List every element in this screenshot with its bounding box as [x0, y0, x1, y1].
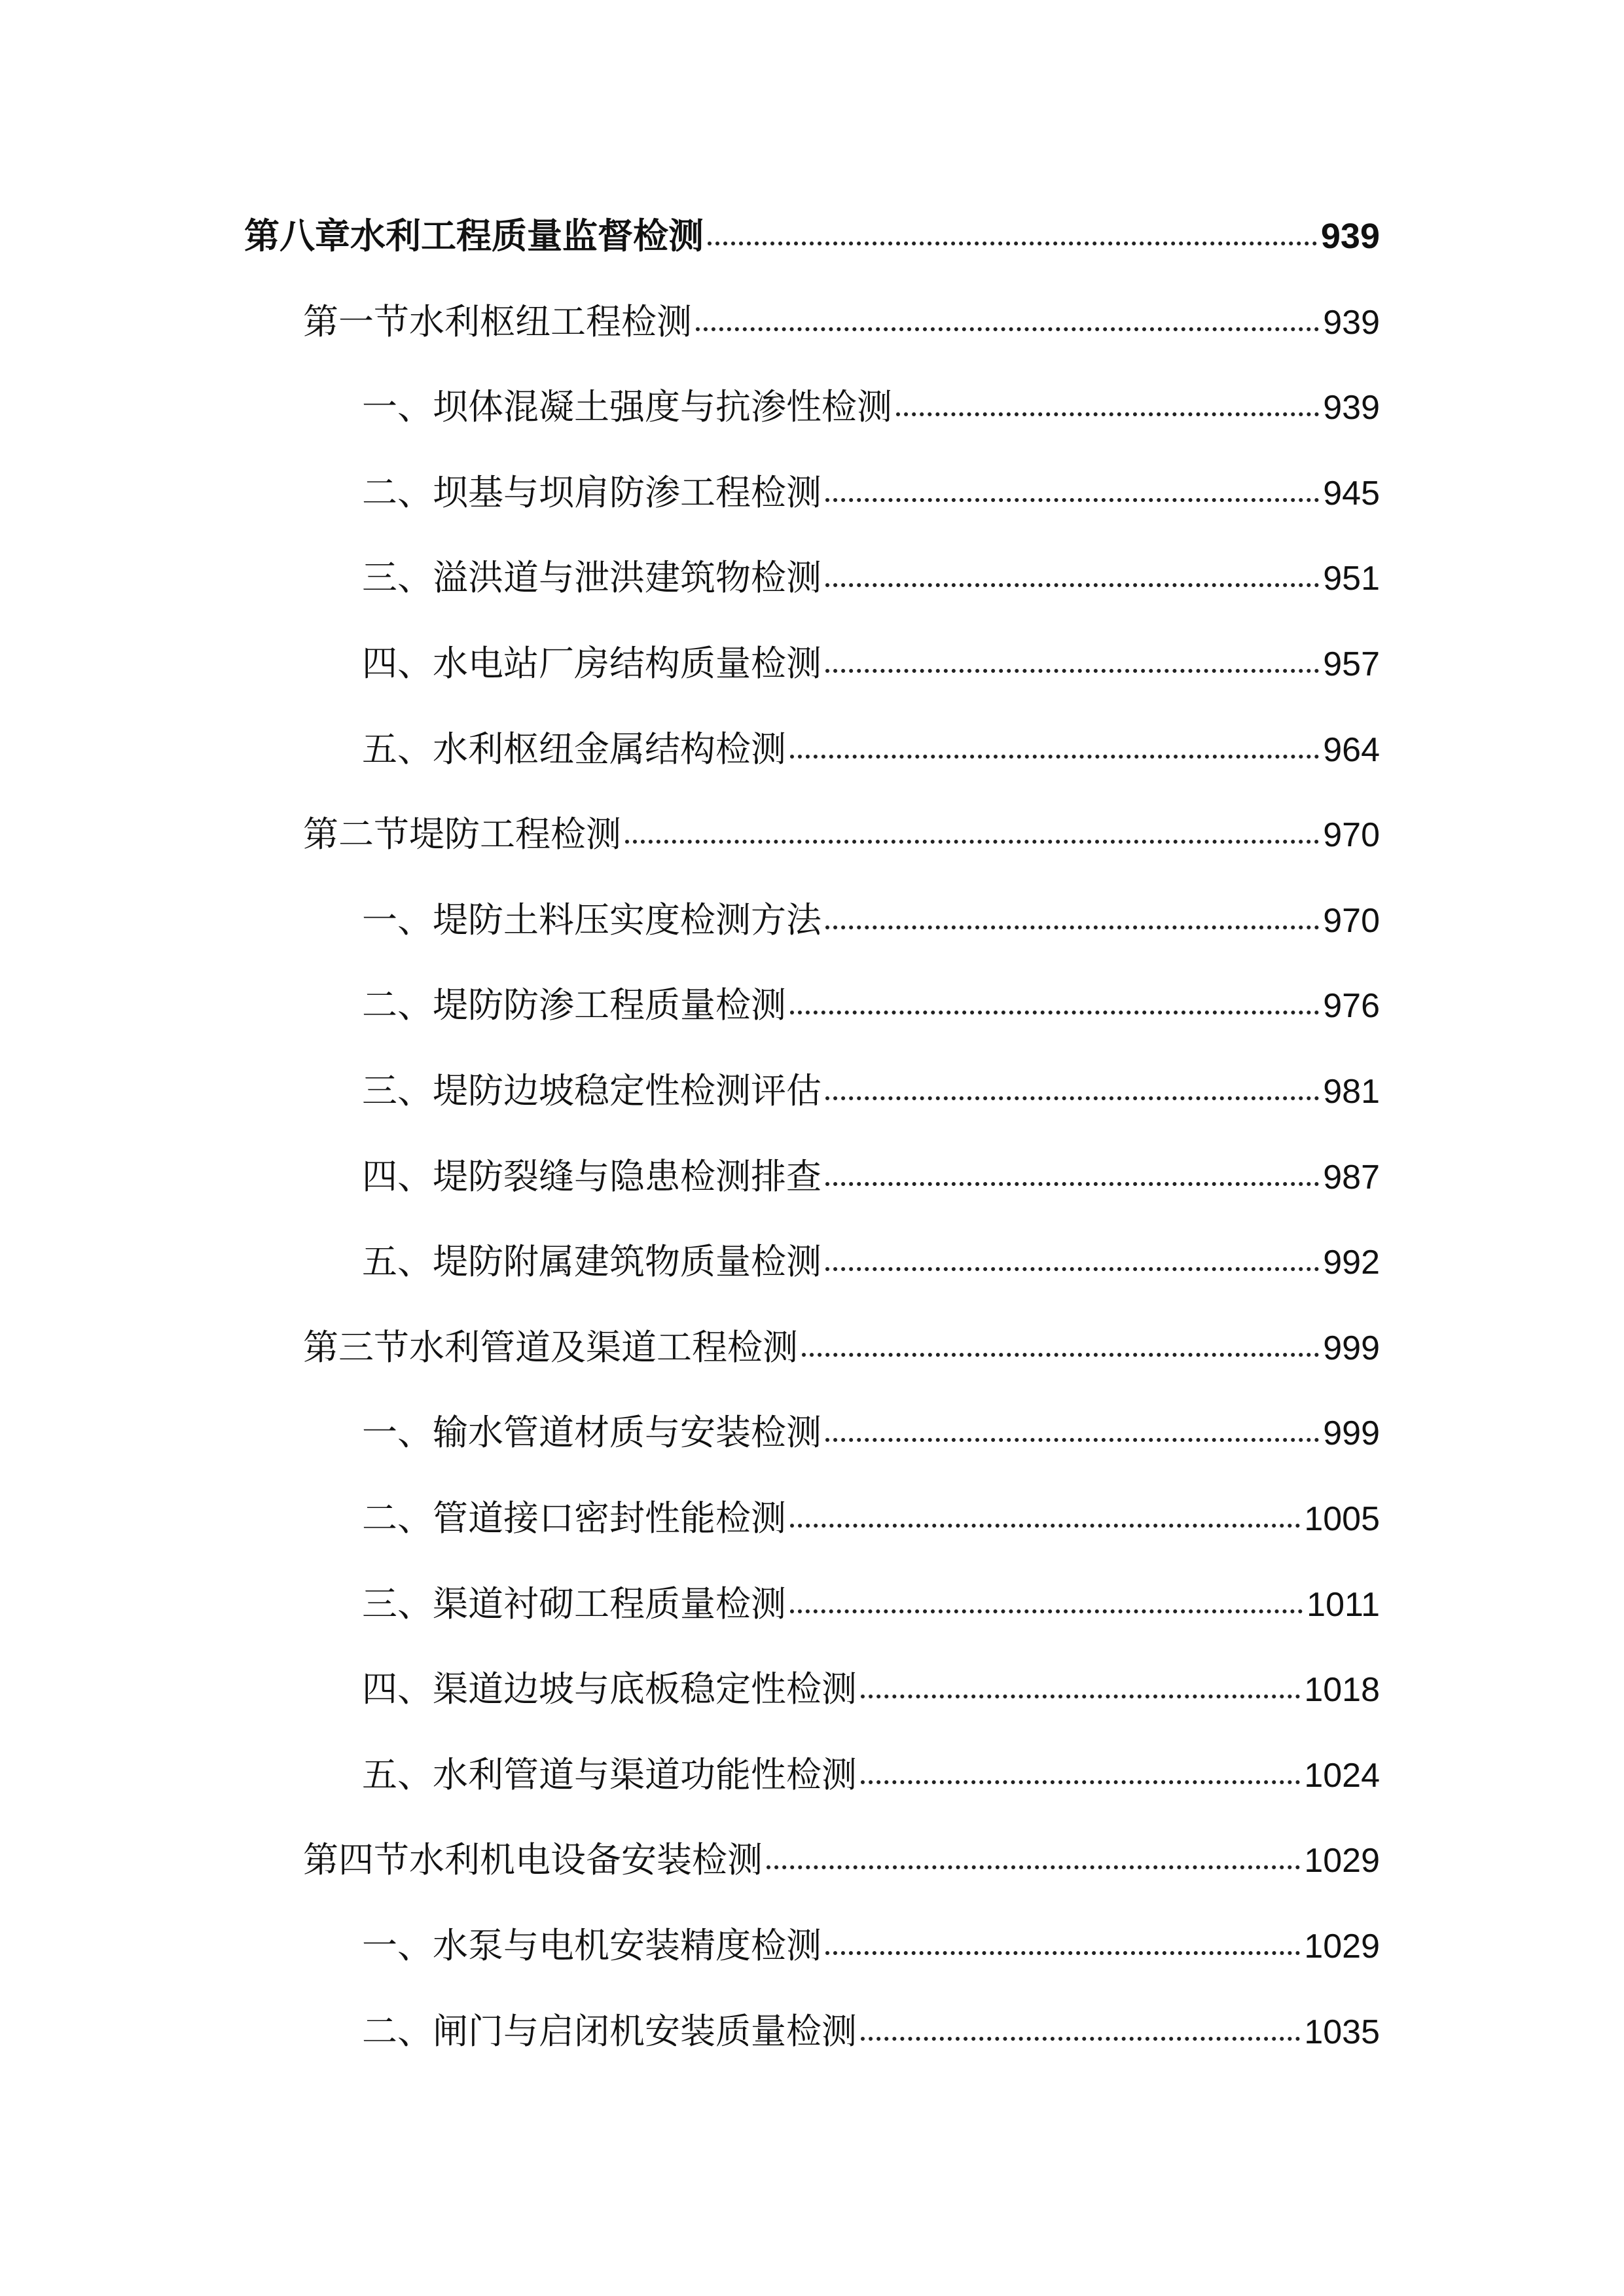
toc-entry-chapter[interactable] — [244, 208, 1380, 274]
toc-entry-title: 第一节水利枢纽工程检测 — [303, 300, 692, 342]
dot-leader — [708, 242, 1317, 245]
dot-leader — [696, 327, 1319, 331]
dot-leader — [825, 1438, 1319, 1442]
toc-entry-page-number: 992 — [1323, 1244, 1380, 1282]
toc-entry-page-number: 964 — [1323, 730, 1380, 769]
toc-entry-page-number: 1029 — [1304, 1928, 1380, 1965]
toc-entry-sub[interactable] — [362, 1149, 1380, 1214]
dot-leader — [825, 583, 1319, 587]
toc-entry-sub[interactable] — [362, 636, 1380, 701]
dot-leader — [825, 1267, 1319, 1271]
toc-entry-sub[interactable] — [362, 977, 1380, 1043]
toc-entry-title: 四、渠道边坡与底板稳定性检测 — [362, 1668, 857, 1710]
dot-leader — [790, 755, 1319, 759]
toc-entry-title: 一、水泵与电机安装精度检测 — [362, 1925, 821, 1966]
toc-entry-title: 五、水利管道与渠道功能性检测 — [362, 1753, 857, 1795]
dot-leader — [825, 669, 1319, 673]
toc-entry-sub[interactable] — [362, 2003, 1380, 2069]
toc-entry-title: 一、输水管道材质与安装检测 — [362, 1412, 821, 1454]
dot-leader — [790, 1524, 1300, 1528]
toc-entry-title: 五、堤防附属建筑物质量检测 — [362, 1241, 821, 1283]
dot-leader — [861, 2037, 1300, 2041]
toc-entry-sub[interactable] — [362, 1063, 1380, 1128]
toc-entry-page-number: 1018 — [1304, 1671, 1380, 1710]
dot-leader — [896, 412, 1319, 416]
toc-entry-sub[interactable] — [362, 1661, 1380, 1727]
toc-entry-title: 一、坝体混凝土强度与抗渗性检测 — [362, 386, 892, 428]
toc-entry-title: 二、坝基与坝肩防渗工程检测 — [362, 471, 821, 513]
toc-entry-page-number: 987 — [1323, 1158, 1380, 1196]
toc-entry-title: 二、堤防防渗工程质量检测 — [362, 984, 786, 1026]
dot-leader — [861, 1695, 1300, 1698]
toc-entry-page-number: 1029 — [1304, 1842, 1380, 1880]
toc-entry-sub[interactable] — [362, 379, 1380, 444]
toc-entry-page-number: 1035 — [1304, 2013, 1380, 2051]
toc-entry-sub[interactable] — [362, 1747, 1380, 1812]
toc-entry-title: 三、渠道衬砌工程质量检测 — [362, 1583, 786, 1624]
dot-leader — [802, 1353, 1319, 1357]
dot-leader — [825, 1182, 1319, 1186]
toc-entry-section[interactable] — [303, 1319, 1380, 1385]
toc-entry-sub[interactable] — [362, 550, 1380, 615]
toc-entry-title: 二、闸门与启闭机安装质量检测 — [362, 2010, 857, 2052]
toc-entry-page-number: 981 — [1323, 1073, 1380, 1111]
toc-entry-title: 五、水利枢纽金属结构检测 — [362, 728, 786, 770]
toc-entry-page-number: 939 — [1323, 389, 1380, 427]
toc-entry-page-number: 945 — [1323, 474, 1380, 512]
dot-leader — [825, 498, 1319, 502]
dot-leader — [790, 1011, 1319, 1014]
toc-entry-page-number: 1024 — [1304, 1756, 1380, 1795]
toc-entry-title: 第三节水利管道及渠道工程检测 — [303, 1326, 798, 1368]
toc-entry-page-number: 951 — [1323, 560, 1380, 598]
toc-entry-page-number: 1011 — [1307, 1585, 1380, 1624]
dot-leader — [790, 1609, 1303, 1613]
toc-entry-title: 四、堤防裂缝与隐患检测排查 — [362, 1155, 821, 1197]
toc-entry-sub[interactable] — [362, 721, 1380, 787]
toc-entry-title: 二、管道接口密封性能检测 — [362, 1498, 786, 1539]
toc-entry-page-number: 939 — [1323, 303, 1380, 342]
toc-entry-sub[interactable] — [362, 1234, 1380, 1299]
toc-entry-title: 三、溢洪道与泄洪建筑物检测 — [362, 557, 821, 599]
toc-entry-page-number: 999 — [1323, 1329, 1380, 1367]
toc-entry-sub[interactable] — [362, 1490, 1380, 1556]
toc-entry-title: 第八章水利工程质量监督检测 — [244, 215, 704, 257]
dot-leader — [861, 1780, 1300, 1784]
toc-entry-title: 三、堤防边坡稳定性检测评估 — [362, 1070, 821, 1111]
toc-entry-page-number: 976 — [1323, 987, 1380, 1026]
dot-leader — [767, 1865, 1300, 1869]
toc-entry-title: 一、堤防土料压实度检测方法 — [362, 899, 821, 941]
toc-entry-page-number: 1005 — [1304, 1500, 1380, 1538]
toc-entry-title: 第二节堤防工程检测 — [303, 814, 621, 855]
toc-entry-sub[interactable] — [362, 465, 1380, 530]
toc-entry-page-number: 970 — [1323, 901, 1380, 940]
toc-entry-sub[interactable] — [362, 1918, 1380, 1983]
toc-entry-title: 第四节水利机电设备安装检测 — [303, 1839, 763, 1881]
toc-entry-page-number: 957 — [1323, 645, 1380, 683]
dot-leader — [625, 840, 1319, 844]
toc-entry-page-number: 939 — [1320, 217, 1380, 256]
toc-entry-section[interactable] — [303, 1832, 1380, 1897]
toc-entry-title: 四、水电站厂房结构质量检测 — [362, 643, 821, 684]
dot-leader — [825, 925, 1319, 929]
toc-entry-page-number: 970 — [1323, 816, 1380, 855]
dot-leader — [825, 1951, 1300, 1955]
toc-entry-section[interactable] — [303, 294, 1380, 359]
toc-entry-sub[interactable] — [362, 1405, 1380, 1470]
toc-entry-sub[interactable] — [362, 1576, 1380, 1641]
toc-entry-section[interactable] — [303, 806, 1380, 872]
toc-entry-sub[interactable] — [362, 892, 1380, 958]
toc-entry-page-number: 999 — [1323, 1414, 1380, 1453]
dot-leader — [825, 1096, 1319, 1100]
